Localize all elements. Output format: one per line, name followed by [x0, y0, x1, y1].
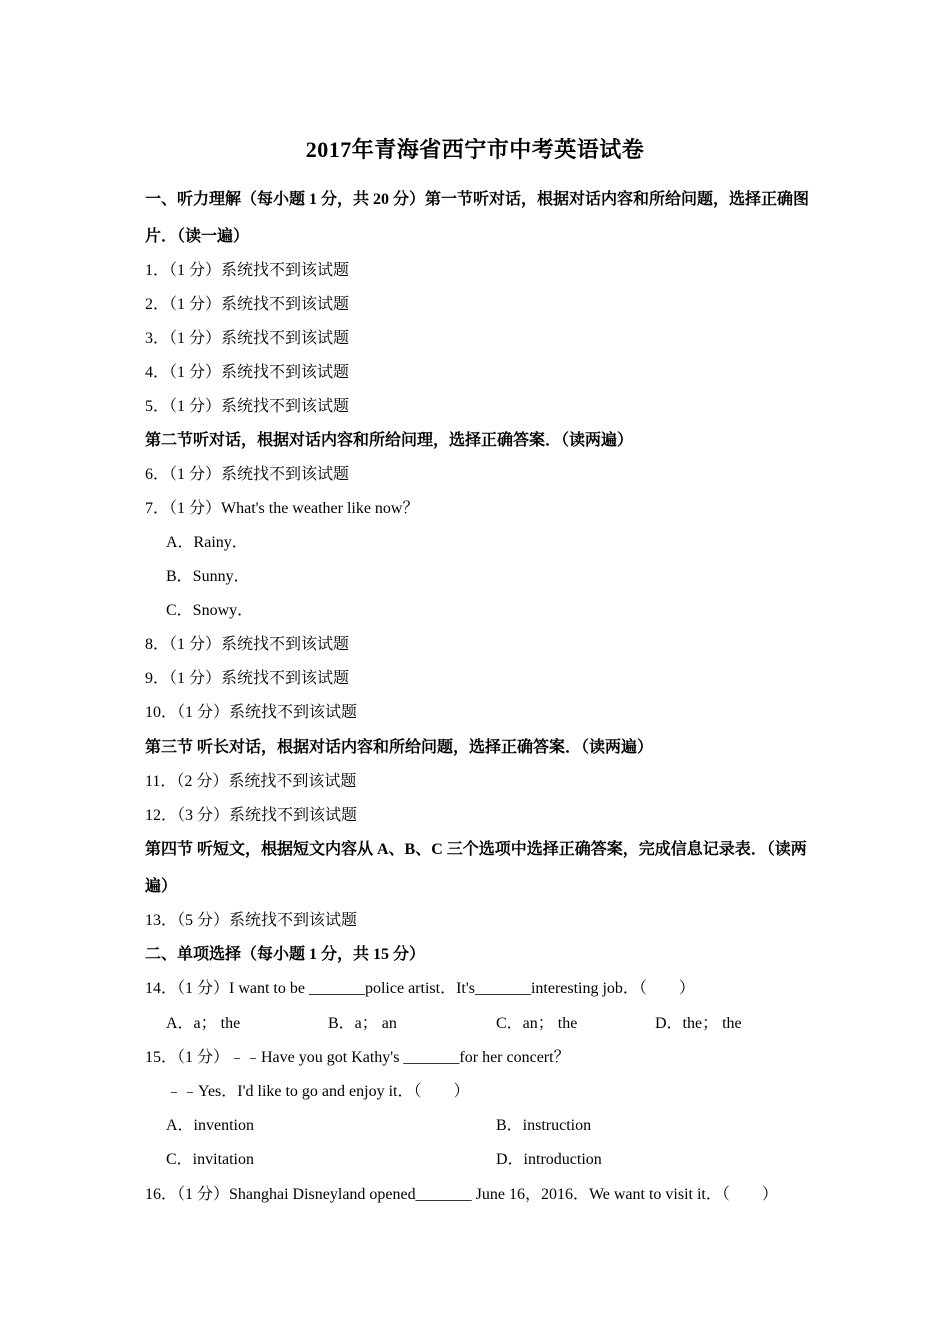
q7-option-c: C．Snowy．: [166, 602, 254, 619]
part2-heading: 二、单项选择（每小题 1 分，共 15 分）: [145, 946, 426, 963]
question-2: 2．（1 分）系统找不到该试题: [145, 296, 350, 313]
q14-option-d: D．the； the: [655, 1015, 742, 1032]
part1-heading: 一、听力理解（每小题 1 分，共 20 分）第一节听对话，根据对话内容和所给问题，选择正确图: [145, 191, 810, 208]
question-16: 16．（1 分）Shanghai Disneyland opened_______ June 16，2016．We want to visit it．（ ）: [145, 1186, 778, 1203]
question-9: 9．（1 分）系统找不到该试题: [145, 670, 350, 687]
question-6: 6．（1 分）系统找不到该试题: [145, 466, 350, 483]
q14-option-a: A．a； the: [166, 1015, 241, 1032]
q15-option-c: C．invitation: [166, 1151, 255, 1168]
question-14: 14．（1 分）I want to be _______police artist．It's_______interesting job．（ ）: [145, 980, 695, 997]
part1-heading-cont: 片．（读一遍）: [145, 228, 250, 245]
question-11: 11．（2 分）系统找不到该试题: [145, 773, 357, 790]
q14-option-b: B．a； an: [328, 1015, 397, 1032]
q7-option-b: B．Sunny．: [166, 568, 250, 585]
q15-option-d: D．introduction: [496, 1151, 602, 1168]
question-10: 10．（1 分）系统找不到该试题: [145, 704, 358, 721]
question-8: 8．（1 分）系统找不到该试题: [145, 636, 350, 653]
section-2-heading: 第二节听对话，根据对话内容和所给问理，选择正确答案．（读两遍）: [145, 432, 634, 449]
question-7: 7．（1 分）What's the weather like now？: [145, 500, 419, 517]
question-1: 1．（1 分）系统找不到该试题: [145, 262, 350, 279]
section-4-heading: 第四节 听短文，根据短文内容从 A、B、C 三个选项中选择正确答案，完成信息记录表．（读两: [145, 841, 807, 858]
question-15: 15．（1 分）﹣﹣Have you got Kathy's _______for her concert？: [145, 1049, 570, 1066]
question-4: 4．（1 分）系统找不到该试题: [145, 364, 350, 381]
page-title: 2017年青海省西宁市中考英语试卷: [305, 137, 645, 162]
question-13: 13．（5 分）系统找不到该试题: [145, 912, 358, 929]
question-12: 12．（3 分）系统找不到该试题: [145, 807, 358, 824]
q14-option-c: C．an； the: [496, 1015, 578, 1032]
section-4-heading-cont: 遍）: [145, 878, 178, 895]
q15-option-b: B．instruction: [496, 1117, 592, 1134]
section-3-heading: 第三节 听长对话，根据对话内容和所给问题，选择正确答案．（读两遍）: [145, 739, 654, 756]
question-5: 5．（1 分）系统找不到该试题: [145, 398, 350, 415]
q15-option-a: A．invention: [166, 1117, 254, 1134]
q7-option-a: A．Rainy．: [166, 534, 248, 551]
question-3: 3．（1 分）系统找不到该试题: [145, 330, 350, 347]
question-15-reply: ﹣﹣Yes．I'd like to go and enjoy it．（ ）: [166, 1083, 470, 1100]
